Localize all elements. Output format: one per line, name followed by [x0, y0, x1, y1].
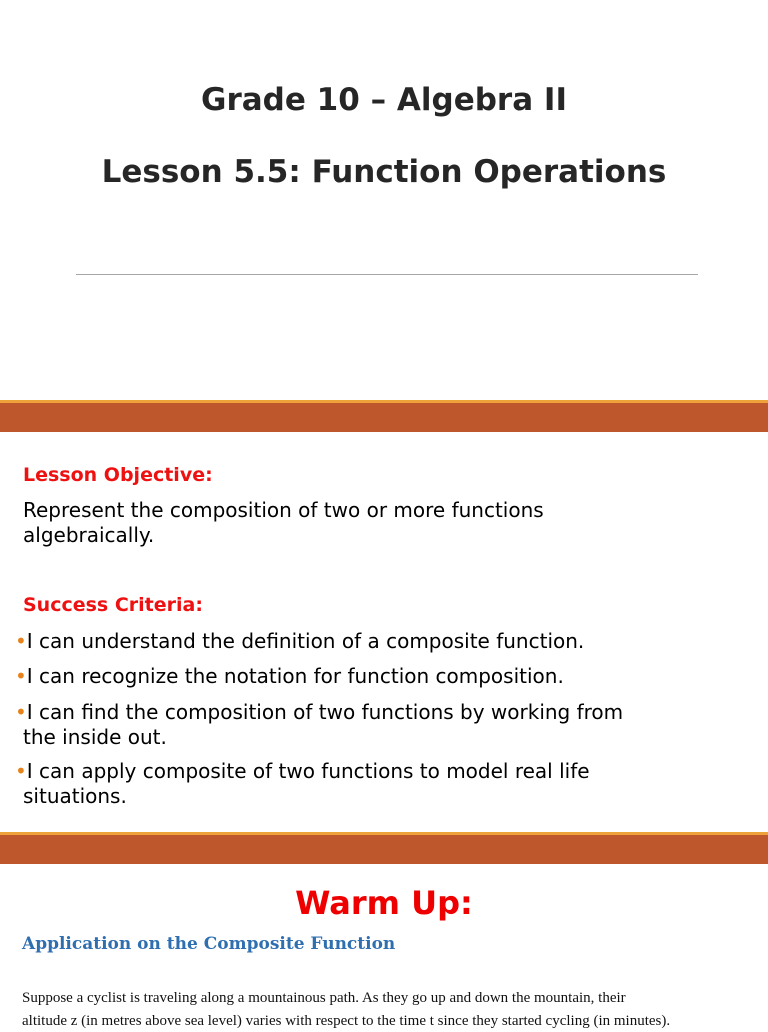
criteria-item [15, 700, 735, 750]
bullet-icon: • [15, 759, 27, 783]
problem-text-line: altitude z (in metres above sea level) varies with respect to the time t since they started cycling (in minutes). [22, 1013, 671, 1029]
bullet-icon: • [15, 664, 27, 688]
bullet-icon: • [15, 700, 27, 724]
criteria-item [15, 759, 735, 809]
success-criteria-heading: Success Criteria: [23, 594, 203, 616]
criteria-text: I can find the composition of two functions by working from [26, 700, 624, 724]
lesson-title: Lesson 5.5: Function Operations [101, 154, 667, 190]
objectives-slide [0, 432, 768, 832]
criteria-text-continued: the inside out. [23, 725, 167, 749]
course-title: Grade 10 – Algebra II [201, 82, 567, 118]
bullet-icon: • [15, 629, 27, 653]
criteria-item [15, 629, 735, 654]
title-divider [76, 274, 698, 275]
criteria-item [15, 664, 735, 689]
title-slide [0, 0, 768, 400]
criteria-text-continued: situations. [23, 784, 127, 808]
slide-separator-band [0, 400, 768, 432]
lesson-objective-heading: Lesson Objective: [23, 464, 213, 486]
objective-line: Represent the composition of two or more functions [23, 498, 544, 522]
warm-up-heading: Warm Up: [295, 884, 473, 922]
warm-up-slide [0, 864, 768, 1029]
criteria-text: I can recognize the notation for function composition. [26, 664, 564, 688]
problem-text-line: Suppose a cyclist is traveling along a mountainous path. As they go up and down the mountain, their [22, 990, 626, 1006]
criteria-text: I can apply composite of two functions to model real life [26, 759, 590, 783]
slide-separator-band [0, 832, 768, 864]
lesson-objective-text [23, 498, 723, 548]
criteria-text: I can understand the definition of a composite function. [26, 629, 585, 653]
application-subheading: Application on the Composite Function [22, 934, 396, 954]
objective-line: algebraically. [23, 523, 155, 547]
